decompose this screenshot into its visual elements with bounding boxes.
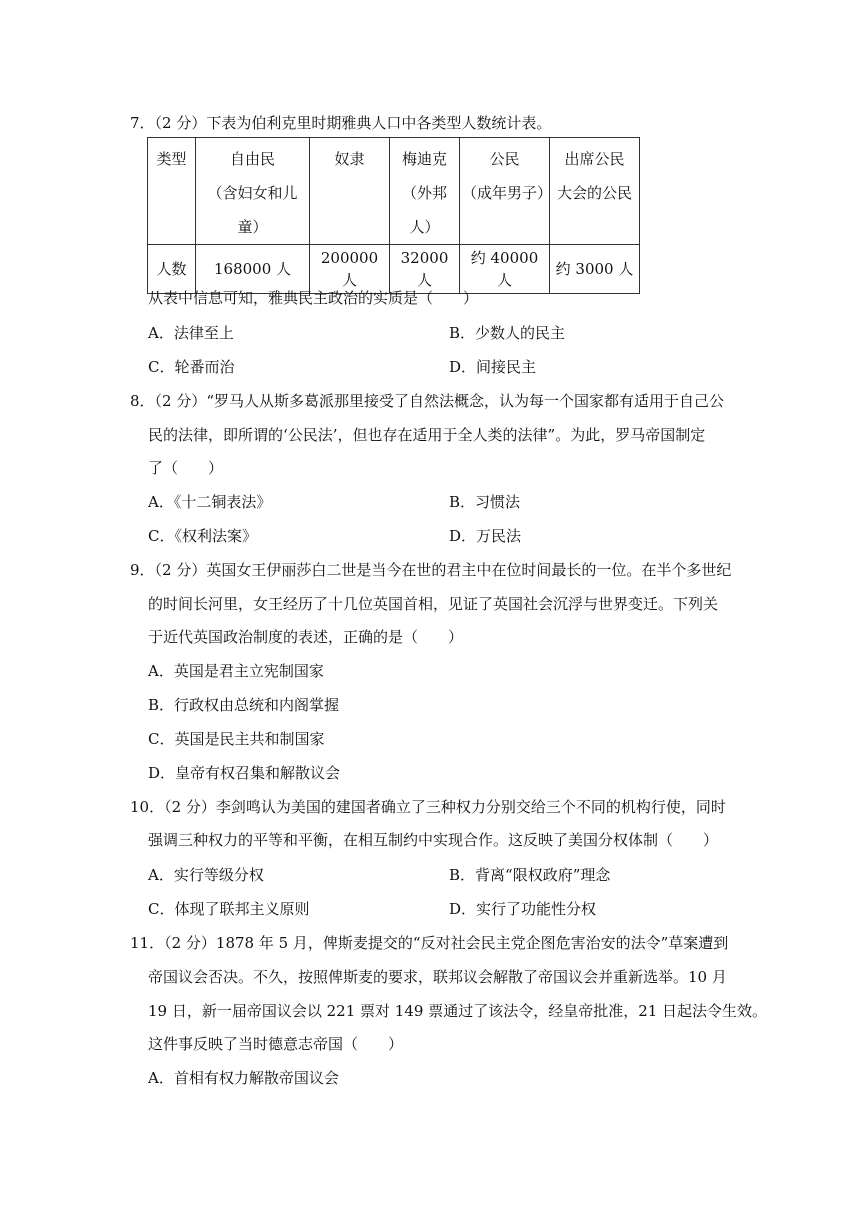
q10-option-b[interactable]: B．背离“限权政府”理念	[449, 866, 611, 884]
table-header-cell: 梅迪克 （外邦 人）	[390, 138, 460, 245]
table-header-cell: 奴隶	[310, 138, 390, 245]
table-header-row	[148, 138, 640, 245]
q8-line-2: 民的法律，即所谓的‘公民法’，但也存在适用于全人类的法律”。为此，罗马帝国制定	[148, 426, 706, 444]
q7-option-c[interactable]: C．轮番而治	[148, 358, 235, 376]
q8-line-1: 8．（2 分）“罗马人从斯多葛派那里接受了自然法概念，认为每一个国家都有适用于自己公	[130, 392, 725, 410]
q9-line-3: 于近代英国政治制度的表述，正确的是（ ）	[148, 628, 464, 646]
q11-line-2: 帝国议会否决。不久，按照俾斯麦的要求，联邦议会解散了帝国议会并重新选举。10 月	[148, 968, 727, 986]
q10-line-2: 强调三种权力的平等和平衡，在相互制约中实现合作。这反映了美国分权体制（ ）	[148, 831, 719, 849]
q7-stem: 7．（2 分）下表为伯利克里时期雅典人口中各类型人数统计表。	[130, 114, 552, 132]
table-cell: 200000 人	[310, 245, 390, 294]
table-header-cell: 出席公民 大会的公民	[550, 138, 640, 245]
q9-option-a[interactable]: A．英国是君主立宪制国家	[148, 662, 324, 680]
table-cell: 32000 人	[390, 245, 460, 294]
q10-option-c[interactable]: C．体现了联邦主义原则	[148, 900, 310, 918]
q11-line-4: 这件事反映了当时德意志帝国（ ）	[148, 1035, 404, 1053]
q9-option-d[interactable]: D．皇帝有权召集和解散议会	[148, 764, 341, 782]
table-header-cell: 类型	[148, 138, 196, 245]
q10-option-d[interactable]: D．实行了功能性分权	[449, 900, 597, 918]
population-table	[147, 137, 640, 294]
q11-option-a[interactable]: A．首相有权力解散帝国议会	[148, 1069, 339, 1087]
q9-line-1: 9．（2 分）英国女王伊丽莎白二世是当今在世的君主中在位时间最长的一位。在半个多世纪	[130, 561, 732, 579]
table-header-cell: 公民 （成年男子）	[460, 138, 550, 245]
q8-line-3: 了（ ）	[148, 459, 224, 477]
table-cell: 人数	[148, 245, 196, 294]
q10-line-1: 10．（2 分）李剑鸣认为美国的建国者确立了三种权力分别交给三个不同的机构行使，同时	[130, 798, 726, 816]
q11-line-3: 19 日，新一届帝国议会以 221 票对 149 票通过了该法令，经皇帝批准，21 日起法令生效。	[148, 1002, 768, 1020]
table-header-cell: 自由民 （含妇女和儿 童）	[196, 138, 310, 245]
q7-question: 从表中信息可知，雅典民主政治的实质是（ ）	[148, 289, 479, 307]
q7-option-a[interactable]: A．法律至上	[148, 324, 234, 342]
table-cell: 约 40000 人	[460, 245, 550, 294]
q8-option-b[interactable]: B．习惯法	[449, 493, 521, 511]
q8-option-c[interactable]: C．《权利法案》	[148, 527, 257, 545]
table-cell: 168000 人	[196, 245, 310, 294]
q8-option-d[interactable]: D．万民法	[449, 527, 522, 545]
q10-option-a[interactable]: A．实行等级分权	[148, 866, 264, 884]
q8-option-a[interactable]: A．《十二铜表法》	[148, 493, 272, 511]
q9-option-b[interactable]: B．行政权由总统和内阁掌握	[148, 696, 340, 714]
q11-line-1: 11．（2 分）1878 年 5 月，俾斯麦提交的“反对社会民主党企图危害治安的法令”草案遭到	[130, 934, 729, 952]
q7-option-b[interactable]: B．少数人的民主	[449, 324, 566, 342]
table-cell: 约 3000 人	[550, 245, 640, 294]
q9-line-2: 的时间长河里，女王经历了十几位英国首相，见证了英国社会沉浮与世界变迁。下列关	[148, 595, 719, 613]
q7-option-d[interactable]: D．间接民主	[449, 358, 537, 376]
q9-option-c[interactable]: C．英国是民主共和制国家	[148, 730, 325, 748]
